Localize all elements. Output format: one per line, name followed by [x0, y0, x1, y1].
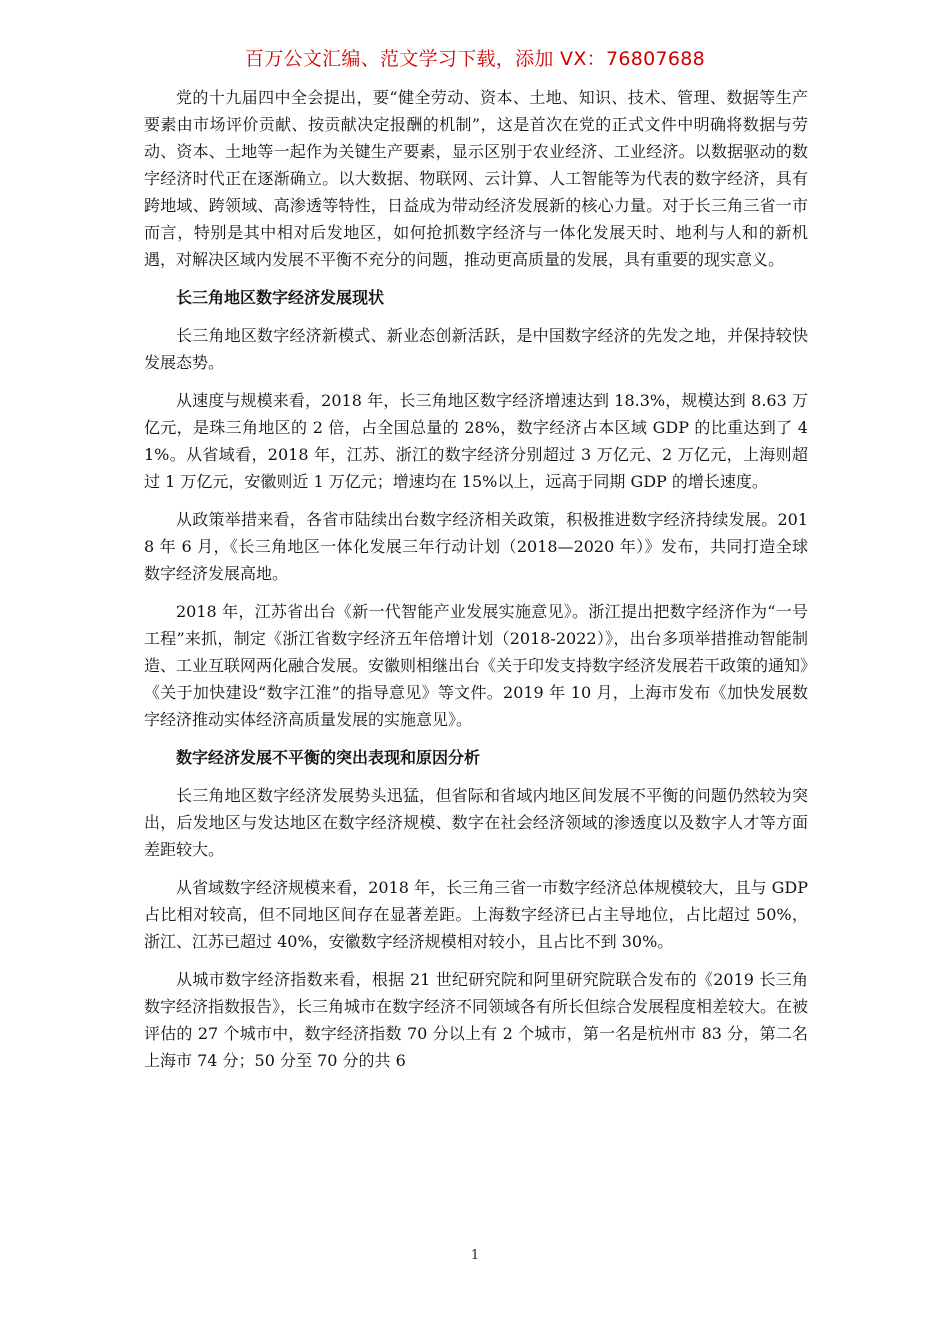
- paragraph: 长三角地区数字经济新模式、新业态创新活跃，是中国数字经济的先发之地，并保持较快发展态势。: [144, 326, 808, 372]
- page-number: 1: [470, 1248, 480, 1263]
- section-heading: 长三角地区数字经济发展现状: [176, 288, 385, 307]
- paragraph: 长三角地区数字经济发展势头迅猛，但省际和省域内地区间发展不平衡的问题仍然较为突出，后发地区与发达地区在数字经济规模、数字在社会经济领域的渗透度以及数字人才等方面差距较大。: [144, 786, 808, 859]
- paragraph: 从省域数字经济规模来看，2018 年，长三角三省一市数字经济总体规模较大，且与 GDP 占比相对较高，但不同地区间存在显著差距。上海数字经济已占主导地位，占比超过 50%，浙江、江苏已超过 40%，安徽数字经济规模相对较小，且占比不到 30%。: [144, 878, 808, 951]
- paragraph: 2018 年，江苏省出台《新一代智能产业发展实施意见》。浙江提出把数字经济作为“一号工程”来抓，制定《浙江省数字经济五年倍增计划（2018-2022）》，出台多项举措推动智能制造、工业互联网两化融合发展。安徽则相继出台《关于印发支持数字经济发展若干政策的通知》《关于加快建设“数字江淮”的指导意见》等文件。2019 年 10 月，上海市发布《加快发展数字经济推动实体经济高质量发展的实施意见》。: [144, 602, 809, 729]
- paragraph: 从政策举措来看，各省市陆续出台数字经济相关政策，积极推进数字经济持续发展。2018 年 6 月，《长三角地区一体化发展三年行动计划（2018—2020 年）》发布，共同打造全球数字经济发展高地。: [144, 510, 808, 583]
- section-heading: 数字经济发展不平衡的突出表现和原因分析: [176, 748, 481, 767]
- document-body: [144, 84, 808, 1085]
- paragraph: 从速度与规模来看，2018 年，长三角地区数字经济增速达到 18.3%，规模达到 8.63 万亿元，是珠三角地区的 2 倍，占全国总量的 28%，数字经济占本区域 GDP 的比重达到了 41%。从省域看，2018 年，江苏、浙江的数字经济分别超过 3 万亿元、2 万亿元，上海则超过 1 万亿元，安徽则近 1 万亿元；增速均在 15%以上，远高于同期 GDP 的增长速度。: [144, 391, 808, 491]
- header-banner: 百万公文汇编、范文学习下载，添加 VX：76807688: [244, 48, 706, 70]
- paragraph: 从城市数字经济指数来看，根据 21 世纪研究院和阿里研究院联合发布的《2019 长三角数字经济指数报告》，长三角城市在数字经济不同领域各有所长但综合发展程度相差较大。在被评估的 27 个城市中，数字经济指数 70 分以上有 2 个城市，第一名是杭州市 83 分，第二名上海市 74 分；50 分至 70 分的共 6: [144, 970, 809, 1070]
- paragraph: 党的十九届四中全会提出，要“健全劳动、资本、土地、知识、技术、管理、数据等生产要素由市场评价贡献、按贡献决定报酬的机制”，这是首次在党的正式文件中明确将数据与劳动、资本、土地等一起作为关键生产要素，显示区别于农业经济、工业经济。以数据驱动的数字经济时代正在逐渐确立。以大数据、物联网、云计算、人工智能等为代表的数字经济，具有跨地域、跨领域、高渗透等特性，日益成为带动经济发展新的核心力量。对于长三角三省一市而言，特别是其中相对后发地区，如何抢抓数字经济与一体化发展天时、地利与人和的新机遇，对解决区域内发展不平衡不充分的问题，推动更高质量的发展，具有重要的现实意义。: [144, 88, 808, 269]
